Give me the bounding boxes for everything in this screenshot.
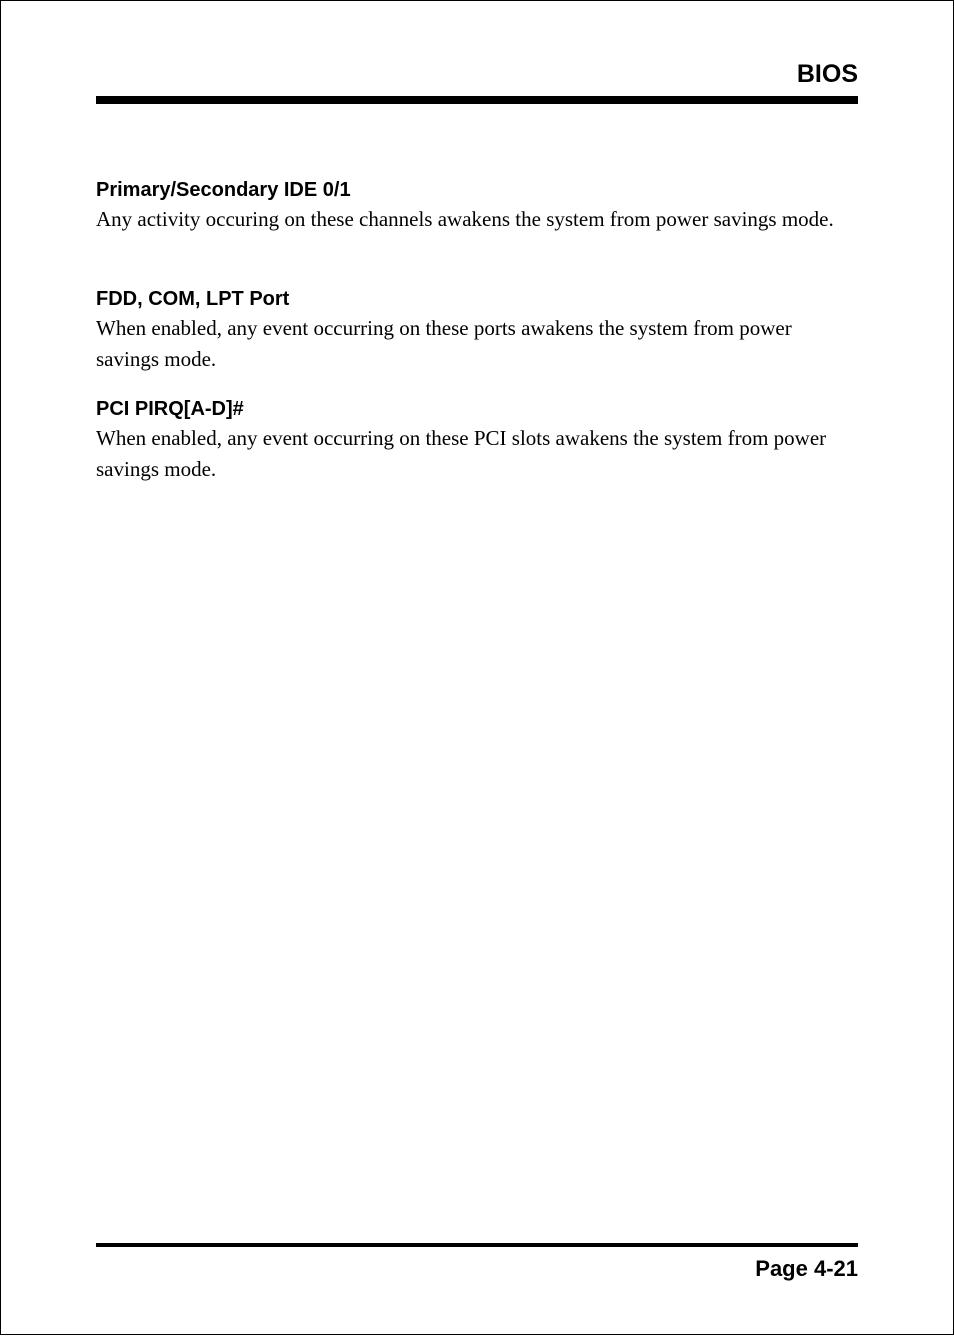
section-fdd-com-lpt-port <box>96 285 858 375</box>
footer-rule <box>96 1243 858 1247</box>
section-body: Any activity occuring on these channels awakens the system from power savings mode. <box>96 207 834 231</box>
section-body: When enabled, any event occurring on these PCI slots awakens the system from power savings mode. <box>96 426 827 481</box>
section-heading: PCI PIRQ[A-D]# <box>96 398 244 420</box>
header-title: BIOS <box>796 60 858 88</box>
section-body: When enabled, any event occurring on these ports awakens the system from power savings mode. <box>96 316 792 371</box>
section-pci-pirq <box>96 395 858 485</box>
section-primary-secondary-ide <box>96 176 858 235</box>
page-number: Page 4-21 <box>755 1256 858 1281</box>
header-rule <box>96 96 858 104</box>
section-heading: FDD, COM, LPT Port <box>96 288 290 310</box>
section-heading: Primary/Secondary IDE 0/1 <box>96 179 351 201</box>
